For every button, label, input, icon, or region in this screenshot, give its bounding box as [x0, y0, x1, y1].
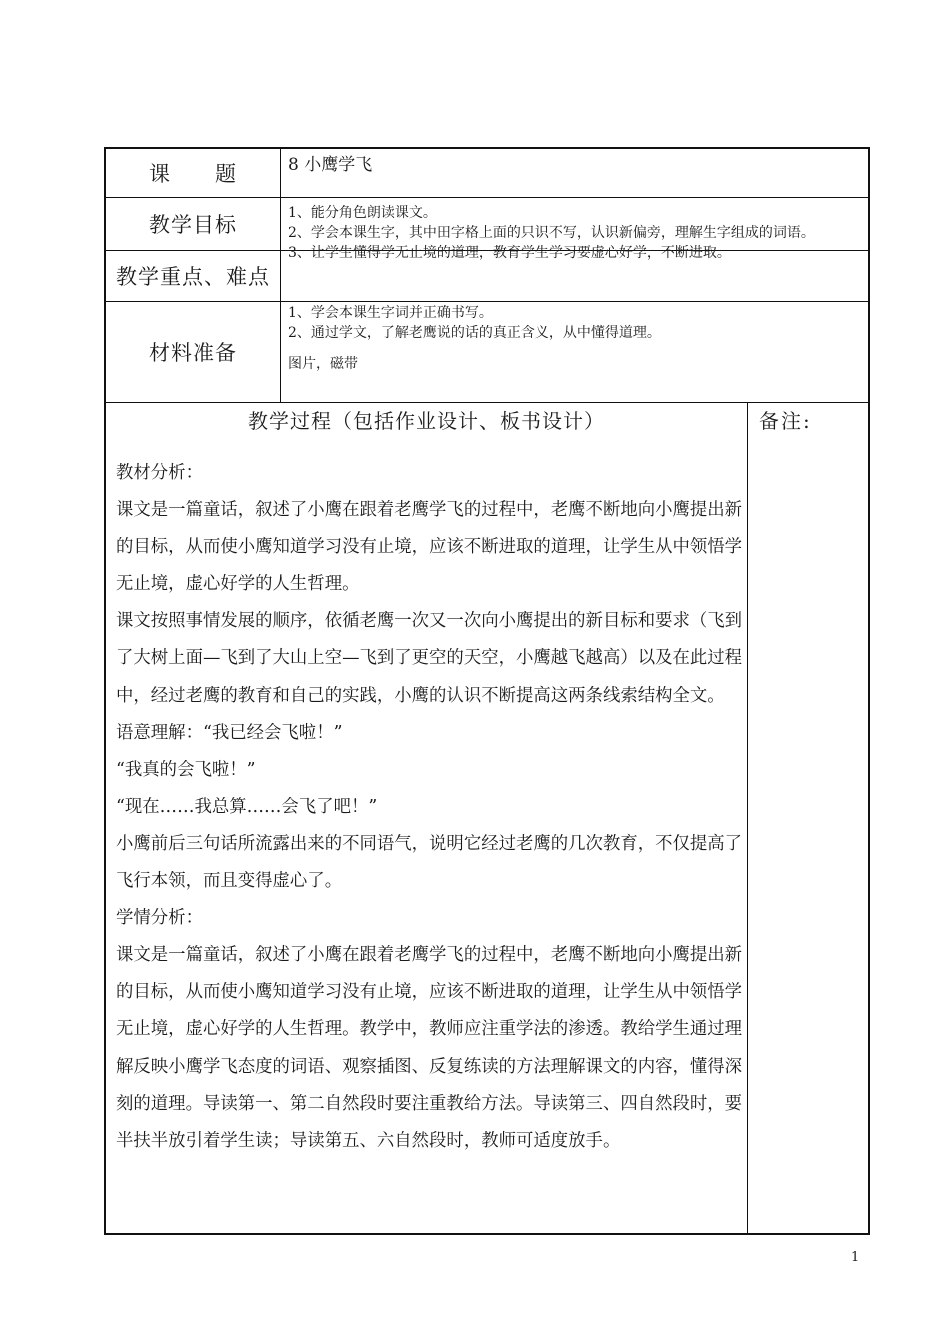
objective-item: 1、能分角色朗读课文。	[288, 205, 437, 221]
quote-line: “我真的会飞啦！”	[116, 759, 256, 780]
section-heading: 学情分析：	[116, 908, 203, 929]
notes-label: 备注:	[759, 409, 812, 433]
notes-column-divider	[747, 402, 748, 1233]
objective-item: 3、让学生懂得学无止境的道理，教育学生学习要虚心好学，不断进取。	[288, 245, 731, 261]
label-objectives: 教学目标	[149, 212, 237, 237]
label-topic: 课 题	[149, 162, 237, 186]
page-number: 1	[851, 1250, 860, 1265]
quote-line: “现在……我总算……会飞了吧！”	[116, 796, 378, 817]
topic-value	[288, 153, 862, 177]
topic-text: 8 小鹰学飞	[288, 155, 373, 175]
process-body	[116, 455, 744, 1160]
paragraph: 课文是一篇童话，叙述了小鹰在跟着老鹰学飞的过程中，老鹰不断地向小鹰提出新的目标，从而使小鹰知道学习没有止境，应该不断进取的道理，让学生从中领悟学无止境，虚心好学的人生哲理。教学中，教师应注重学法的渗透。教给学生通过理解反映小鹰学飞态度的词语、观察插图、反复练读的方法理解课文的内容，懂得深刻的道理。导读第一、第二自然段时要注重教给方法。导读第三、四自然段时，要半扶半放引着学生读；导读第五、六自然段时，教师可适度放手。	[116, 945, 743, 1151]
objective-item: 2、学会本课生字，其中田字格上面的只识不写，认识新偏旁，理解生字组成的词语。	[288, 225, 815, 241]
row-divider	[106, 402, 868, 403]
key-point-item: 2、通过学文，了解老鹰说的话的真正含义，从中懂得道理。	[288, 325, 661, 341]
quote-line: 语意理解：“我已经会飞啦！”	[116, 722, 343, 743]
paragraph: 课文是一篇童话，叙述了小鹰在跟着老鹰学飞的过程中，老鹰不断地向小鹰提出新的目标，从而使小鹰知道学习没有止境，应该不断进取的道理，让学生从中领悟学无止境，虚心好学的人生哲理。	[116, 500, 743, 595]
paragraph: 课文按照事情发展的顺序，依循老鹰一次又一次向小鹰提出的新目标和要求（飞到了大树上面—飞到了大山上空—飞到了更空的天空，小鹰越飞越高）以及在此过程中，经过老鹰的教育和自己的实践，小鹰的认识不断提高这两条线索结构全文。	[116, 611, 743, 706]
key-point-item: 1、学会本课生字词并正确书写。	[288, 305, 493, 321]
key-points-value	[288, 303, 862, 343]
materials-value	[288, 354, 862, 374]
process-title: 教学过程（包括作业设计、板书设计）	[248, 409, 605, 433]
section-heading: 教材分析：	[116, 463, 203, 483]
label-materials: 材料准备	[149, 340, 237, 365]
label-key-points: 教学重点、难点	[116, 264, 270, 289]
paragraph: 小鹰前后三句话所流露出来的不同语气，说明它经过老鹰的几次教育，不仅提高了飞行本领，而且变得虚心了。	[116, 833, 743, 892]
objectives-value	[288, 203, 862, 263]
lesson-plan-table	[104, 147, 870, 1235]
label-column-divider	[280, 149, 281, 402]
materials-text: 图片，磁带	[288, 356, 358, 372]
